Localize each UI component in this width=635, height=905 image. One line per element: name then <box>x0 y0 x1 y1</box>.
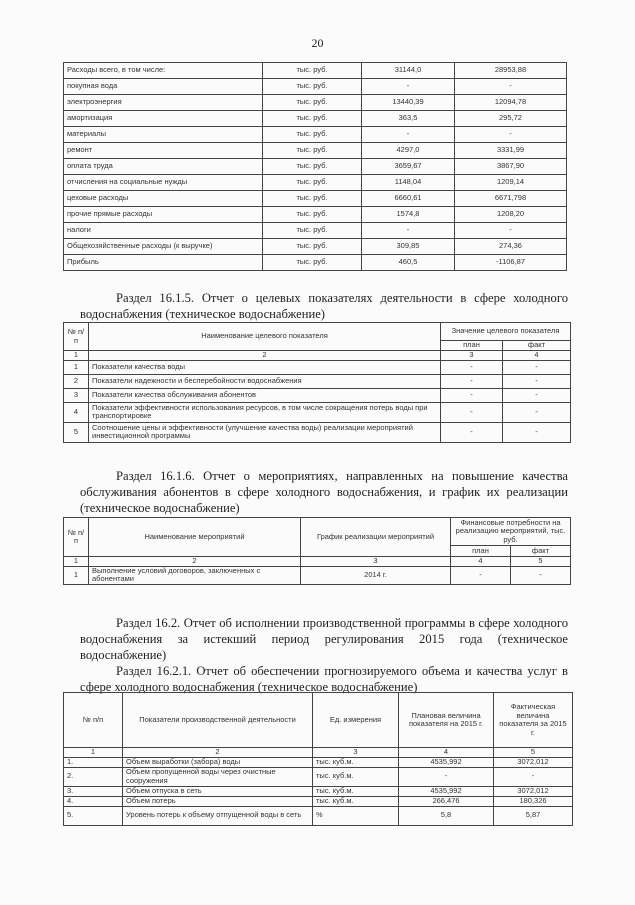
row-plan: - <box>441 360 503 374</box>
row-unit: тыс. руб. <box>263 111 362 127</box>
row-name: Объем потерь <box>123 796 313 806</box>
row-fact: - <box>503 374 571 388</box>
row-name: Показатели надежности и бесперебойности водоснабжения <box>89 374 441 388</box>
column-numbers-row <box>64 351 571 361</box>
row-unit: тыс. руб. <box>263 255 362 271</box>
row-plan: 13440,39 <box>362 95 455 111</box>
row-plan: - <box>451 566 511 584</box>
table-row <box>64 175 567 191</box>
row-plan: - <box>362 79 455 95</box>
row-plan: 266,476 <box>399 796 494 806</box>
header-name: Показатели производственной деятельности <box>123 693 313 748</box>
row-plan: - <box>399 767 494 786</box>
row-name: Уровень потерь к объему отпущенной воды в сеть <box>123 806 313 825</box>
header-fact: факт <box>511 546 571 557</box>
table-row <box>64 159 567 175</box>
row-unit: % <box>313 806 399 825</box>
column-number: 4 <box>451 557 511 567</box>
row-plan: 5,8 <box>399 806 494 825</box>
table-row <box>64 95 567 111</box>
row-plan: 3659,67 <box>362 159 455 175</box>
row-fact: 3331,99 <box>455 143 567 159</box>
row-fact: - <box>503 402 571 422</box>
table-row <box>64 422 571 442</box>
row-name: Показатели качества обслуживания абонентов <box>89 388 441 402</box>
row-fact: - <box>494 767 573 786</box>
row-unit: тыс. руб. <box>263 79 362 95</box>
column-number: 3 <box>301 557 451 567</box>
row-plan: 4535,992 <box>399 786 494 796</box>
row-unit: тыс. руб. <box>263 207 362 223</box>
row-name: цеховые расходы <box>64 191 263 207</box>
row-plan: 363,5 <box>362 111 455 127</box>
table-row <box>64 767 573 786</box>
header-finance: Финансовые потребности на реализацию мероприятий, тыс. руб. <box>451 518 571 546</box>
column-number: 5 <box>511 557 571 567</box>
targets-table <box>63 322 571 443</box>
row-name: Расходы всего, в том числе: <box>64 63 263 79</box>
header-num: № п/п <box>64 323 89 351</box>
header-plan: Плановая величина показателя на 2015 г. <box>399 693 494 748</box>
expenses-table <box>63 62 567 271</box>
header-plan: план <box>451 546 511 557</box>
table-row <box>64 360 571 374</box>
table-row <box>64 127 567 143</box>
row-name: материалы <box>64 127 263 143</box>
row-fact: - <box>503 360 571 374</box>
header-name: Наименование мероприятий <box>89 518 301 557</box>
row-name: Выполнение условий договоров, заключенных с абонентами <box>89 566 301 584</box>
table-row <box>64 402 571 422</box>
row-name: амортизация <box>64 111 263 127</box>
column-number: 2 <box>89 557 301 567</box>
column-number: 2 <box>89 351 441 361</box>
column-number: 2 <box>123 748 313 758</box>
row-name: Показатели эффективности использования ресурсов, в том числе сокращения потерь воды при транспортировке <box>89 402 441 422</box>
row-name: электроэнергия <box>64 95 263 111</box>
row-name: Объем выработки (забора) воды <box>123 757 313 767</box>
row-name: покупная вода <box>64 79 263 95</box>
page-number: 20 <box>311 36 324 50</box>
row-plan: 6660,61 <box>362 191 455 207</box>
table-row <box>64 223 567 239</box>
table-row <box>64 207 567 223</box>
column-number: 3 <box>313 748 399 758</box>
table-row <box>64 111 567 127</box>
row-plan: - <box>441 374 503 388</box>
row-num: 4 <box>64 402 89 422</box>
row-fact: 3072,012 <box>494 757 573 767</box>
row-num: 1 <box>64 360 89 374</box>
row-schedule: 2014 г. <box>301 566 451 584</box>
row-plan: - <box>441 402 503 422</box>
table-row <box>64 239 567 255</box>
row-unit: тыс. руб. <box>263 191 362 207</box>
row-fact: 28953,88 <box>455 63 567 79</box>
row-plan: 4297,0 <box>362 143 455 159</box>
row-fact: - <box>455 223 567 239</box>
row-fact: 12094,78 <box>455 95 567 111</box>
row-num: 2. <box>64 767 123 786</box>
section-162-title: Раздел 16.2. Отчет об исполнении производственной программы в сфере холодного водоснабжения за истекший период регулирования 2015 года (техническое водоснабжение) <box>80 616 568 662</box>
row-name: прочие прямые расходы <box>64 207 263 223</box>
row-num: 3 <box>64 388 89 402</box>
row-num: 3. <box>64 786 123 796</box>
column-numbers-row <box>64 557 571 567</box>
row-num: 1 <box>64 566 89 584</box>
measures-table <box>63 517 571 585</box>
table-row <box>64 374 571 388</box>
row-num: 5. <box>64 806 123 825</box>
row-num: 1. <box>64 757 123 767</box>
header-schedule: График реализации мероприятий <box>301 518 451 557</box>
section-1615-title: Раздел 16.1.5. Отчет о целевых показателях деятельности в сфере холодного водоснабжения (техническое водоснабжение) <box>80 291 568 321</box>
section-1616-title: Раздел 16.1.6. Отчет о мероприятиях, направленных на повышение качества обслуживания абонентов в сфере холодного водоснабжения, и график их реализации (техническое водоснабжение) <box>80 469 568 515</box>
row-plan: - <box>441 388 503 402</box>
row-name: Прибыль <box>64 255 263 271</box>
row-fact: 1209,14 <box>455 175 567 191</box>
row-plan: - <box>362 127 455 143</box>
table-row <box>64 757 573 767</box>
row-plan: 1574,8 <box>362 207 455 223</box>
row-fact: 1208,20 <box>455 207 567 223</box>
row-fact: - <box>511 566 571 584</box>
row-fact: 5,87 <box>494 806 573 825</box>
column-number: 1 <box>64 557 89 567</box>
row-name: оплата труда <box>64 159 263 175</box>
row-name: Соотношение цены и эффективности (улучшение качества воды) реализации мероприятий инвестиционной программы <box>89 422 441 442</box>
row-unit: тыс. руб. <box>263 127 362 143</box>
table-row <box>64 388 571 402</box>
row-fact: - <box>455 79 567 95</box>
row-plan: - <box>441 422 503 442</box>
row-name: налоги <box>64 223 263 239</box>
row-unit: тыс. руб. <box>263 223 362 239</box>
row-fact: 3072,012 <box>494 786 573 796</box>
row-unit: тыс. руб. <box>263 143 362 159</box>
header-plan: план <box>441 341 503 351</box>
row-unit: тыс. руб. <box>263 95 362 111</box>
row-unit: тыс. куб.м. <box>313 767 399 786</box>
row-fact: 295,72 <box>455 111 567 127</box>
table-row <box>64 566 571 584</box>
row-num: 5 <box>64 422 89 442</box>
row-unit: тыс. руб. <box>263 63 362 79</box>
table-row <box>64 806 573 825</box>
section-1621-title: Раздел 16.2.1. Отчет об обеспечении прогнозируемого объема и качества услуг в сфере холодного водоснабжения (техническое водоснабжение) <box>80 664 568 694</box>
row-plan: 1148,04 <box>362 175 455 191</box>
table-row <box>64 79 567 95</box>
row-unit: тыс. руб. <box>263 175 362 191</box>
table-row <box>64 63 567 79</box>
row-fact: 274,36 <box>455 239 567 255</box>
row-unit: тыс. куб.м. <box>313 757 399 767</box>
row-name: Объем отпуска в сеть <box>123 786 313 796</box>
row-unit: тыс. куб.м. <box>313 786 399 796</box>
header-fact: факт <box>503 341 571 351</box>
row-name: Общехозяйственные расходы (к выручке) <box>64 239 263 255</box>
column-number: 5 <box>494 748 573 758</box>
row-plan: 31144,0 <box>362 63 455 79</box>
row-fact: 6671,798 <box>455 191 567 207</box>
table-row <box>64 796 573 806</box>
row-fact: -1106,87 <box>455 255 567 271</box>
row-num: 2 <box>64 374 89 388</box>
table-row <box>64 191 567 207</box>
header-num: № п/п <box>64 518 89 557</box>
header-value: Значение целевого показателя <box>441 323 571 341</box>
row-fact: - <box>503 388 571 402</box>
row-fact: 3867,90 <box>455 159 567 175</box>
row-plan: - <box>362 223 455 239</box>
row-name: ремонт <box>64 143 263 159</box>
row-plan: 309,85 <box>362 239 455 255</box>
row-plan: 4535,992 <box>399 757 494 767</box>
column-number: 1 <box>64 748 123 758</box>
volume-table <box>63 692 573 826</box>
table-row <box>64 255 567 271</box>
row-name: Объем пропущенной воды через очистные сооружения <box>123 767 313 786</box>
table-row <box>64 786 573 796</box>
row-unit: тыс. руб. <box>263 239 362 255</box>
header-num: № п/п <box>64 693 123 748</box>
row-num: 4. <box>64 796 123 806</box>
column-number: 4 <box>399 748 494 758</box>
column-number: 1 <box>64 351 89 361</box>
row-fact: 180,326 <box>494 796 573 806</box>
row-name: отчисления на социальные нужды <box>64 175 263 191</box>
header-unit: Ед. измерения <box>313 693 399 748</box>
row-unit: тыс. руб. <box>263 159 362 175</box>
row-fact: - <box>455 127 567 143</box>
column-numbers-row <box>64 748 573 758</box>
header-name: Наименование целевого показателя <box>89 323 441 351</box>
header-fact: Фактическая величина показателя за 2015 г. <box>494 693 573 748</box>
row-name: Показатели качества воды <box>89 360 441 374</box>
row-plan: 460,5 <box>362 255 455 271</box>
table-row <box>64 143 567 159</box>
row-fact: - <box>503 422 571 442</box>
column-number: 3 <box>441 351 503 361</box>
column-number: 4 <box>503 351 571 361</box>
row-unit: тыс. куб.м. <box>313 796 399 806</box>
